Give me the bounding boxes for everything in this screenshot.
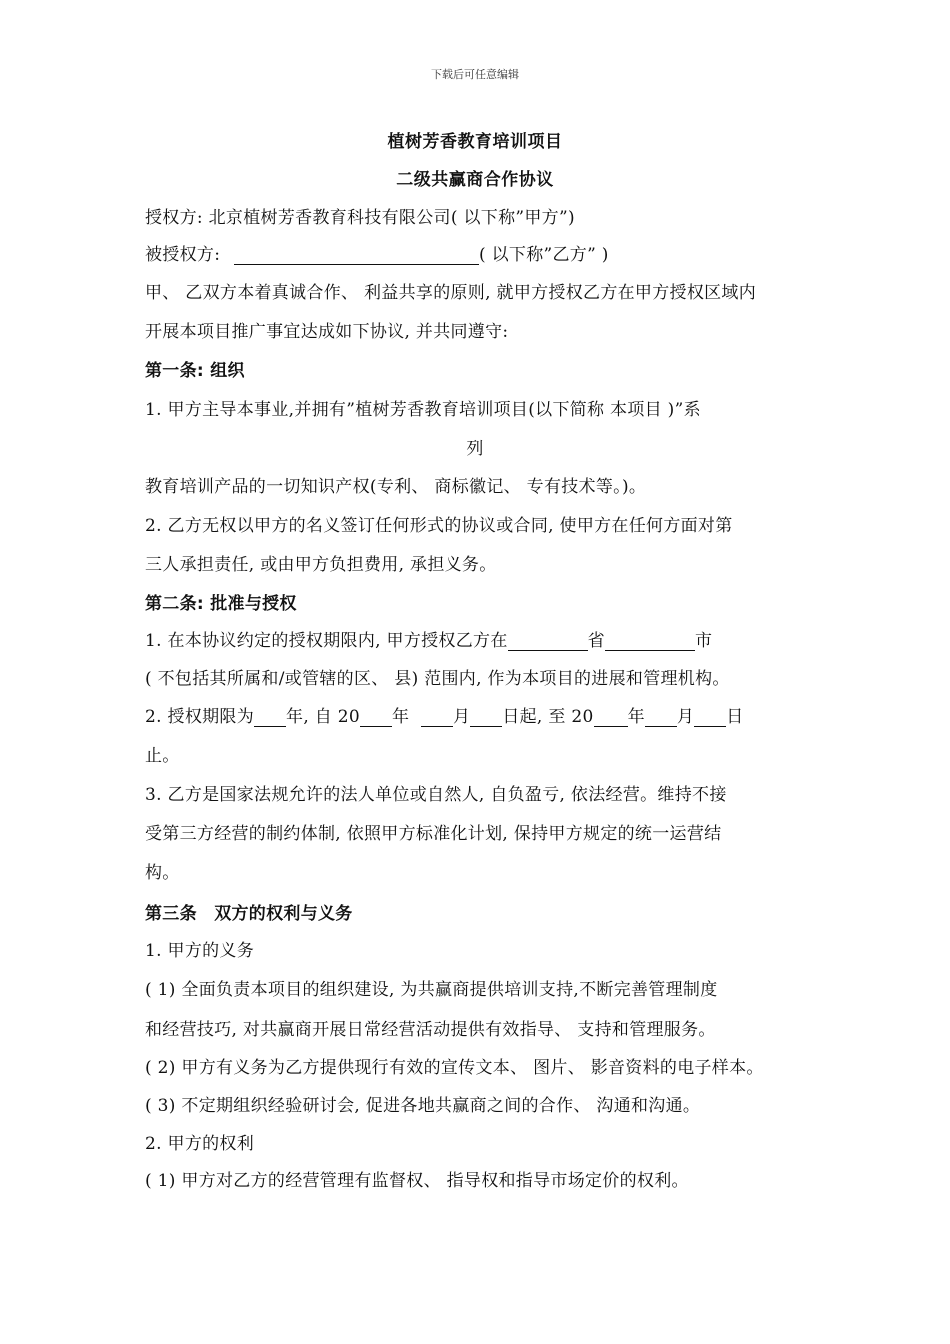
article-2-title: 第二条: 批准与授权 <box>145 594 297 614</box>
city-blank <box>605 632 695 651</box>
clause-text: 年, 自 20 <box>286 707 360 727</box>
article-3-item-3: ( 3) 不定期组织经验研讨会, 促进各地共赢商之间的合作、 沟通和沟通。 <box>145 1096 701 1116</box>
article-2-clause-2-line-1 <box>145 702 810 727</box>
article-3-item-2: ( 2) 甲方有义务为乙方提供现行有效的宣传文本、 图片、 影音资料的电子样本。 <box>145 1058 764 1078</box>
article-3-section-1: 1. 甲方的义务 <box>145 941 255 961</box>
article-2-clause-1-line-2: ( 不包括其所属和/或管辖的区、 县) 范围内, 作为本项目的进展和管理机构。 <box>145 669 730 689</box>
article-2-clause-1-line-1 <box>145 626 810 651</box>
article-3-section-2: 2. 甲方的权利 <box>145 1134 255 1154</box>
grantor-line: 授权方: 北京植树芳香教育科技有限公司( 以下称”甲方”) <box>145 208 575 228</box>
article-3-item-1-line-1: ( 1) 全面负责本项目的组织建设, 为共赢商提供培训支持,不断完善管理制度 <box>145 980 718 1000</box>
province-label: 省 <box>587 631 605 651</box>
clause-text: 年 <box>391 707 415 727</box>
clause-text: 月 <box>676 707 695 727</box>
clause-text: 1. 在本协议约定的授权期限内, 甲方授权乙方在 <box>145 631 508 651</box>
document-subtitle: 二级共赢商合作协议 <box>396 170 554 190</box>
article-1-clause-1-line-1: 1. 甲方主导本事业,并拥有”植树芳香教育培训项目(以下简称 本项目 )”系 <box>145 400 701 420</box>
clause-text: 日 <box>726 707 744 727</box>
article-3-title: 第三条 双方的权利与义务 <box>145 904 353 924</box>
end-day-blank <box>694 708 726 727</box>
end-year-blank <box>594 708 628 727</box>
article-2-clause-3-line-3: 构。 <box>145 863 180 883</box>
clause-text: 2. 授权期限为 <box>145 707 255 727</box>
grantee-label: 被授权方: <box>145 245 221 265</box>
article-1-title: 第一条: 组织 <box>145 361 245 381</box>
clause-text: 日起, 至 20 <box>502 707 594 727</box>
article-1-clause-2-line-2: 三人承担责任, 或由甲方负担费用, 承担义务。 <box>145 555 497 575</box>
article-1-clause-1-line-3: 教育培训产品的一切知识产权(专利、 商标徽记、 专有技术等。)。 <box>145 477 647 497</box>
end-month-blank <box>645 708 677 727</box>
grantee-line <box>145 240 810 265</box>
article-1-clause-1-line-2: 列 <box>466 439 484 459</box>
province-blank <box>508 632 588 651</box>
article-1-clause-2-line-1: 2. 乙方无权以甲方的名义签订任何形式的协议或合同, 使甲方在任何方面对第 <box>145 516 733 536</box>
intro-line-2: 开展本项目推广事宜达成如下协议, 并共同遵守: <box>145 322 509 342</box>
city-label: 市 <box>694 631 713 651</box>
clause-text: 月 <box>453 707 471 727</box>
article-2-clause-2-line-2: 止。 <box>145 746 180 766</box>
start-day-blank <box>470 708 502 727</box>
start-month-blank <box>421 708 453 727</box>
grantee-suffix: ( 以下称”乙方” ) <box>478 245 609 265</box>
article-3-item-1-line-2: 和经营技巧, 对共赢商开展日常经营活动提供有效指导、 支持和管理服务。 <box>145 1020 716 1040</box>
article-2-clause-3-line-1: 3. 乙方是国家法规允许的法人单位或自然人, 自负盈亏, 依法经营。维持不接 <box>145 785 727 805</box>
years-blank <box>254 708 286 727</box>
document-title: 植树芳香教育培训项目 <box>387 132 563 152</box>
grantee-blank <box>234 246 479 265</box>
start-year-blank <box>360 708 392 727</box>
intro-line-1: 甲、 乙双方本着真诚合作、 利益共享的原则, 就甲方授权乙方在甲方授权区域内 <box>145 283 757 303</box>
header-note: 下载后可任意编辑 <box>431 68 519 81</box>
article-3-rights-item-1: ( 1) 甲方对乙方的经营管理有监督权、 指导权和指导市场定价的权利。 <box>145 1171 689 1191</box>
article-2-clause-3-line-2: 受第三方经营的制约体制, 依照甲方标准化计划, 保持甲方规定的统一运营结 <box>145 824 722 844</box>
clause-text: 年 <box>627 707 645 727</box>
